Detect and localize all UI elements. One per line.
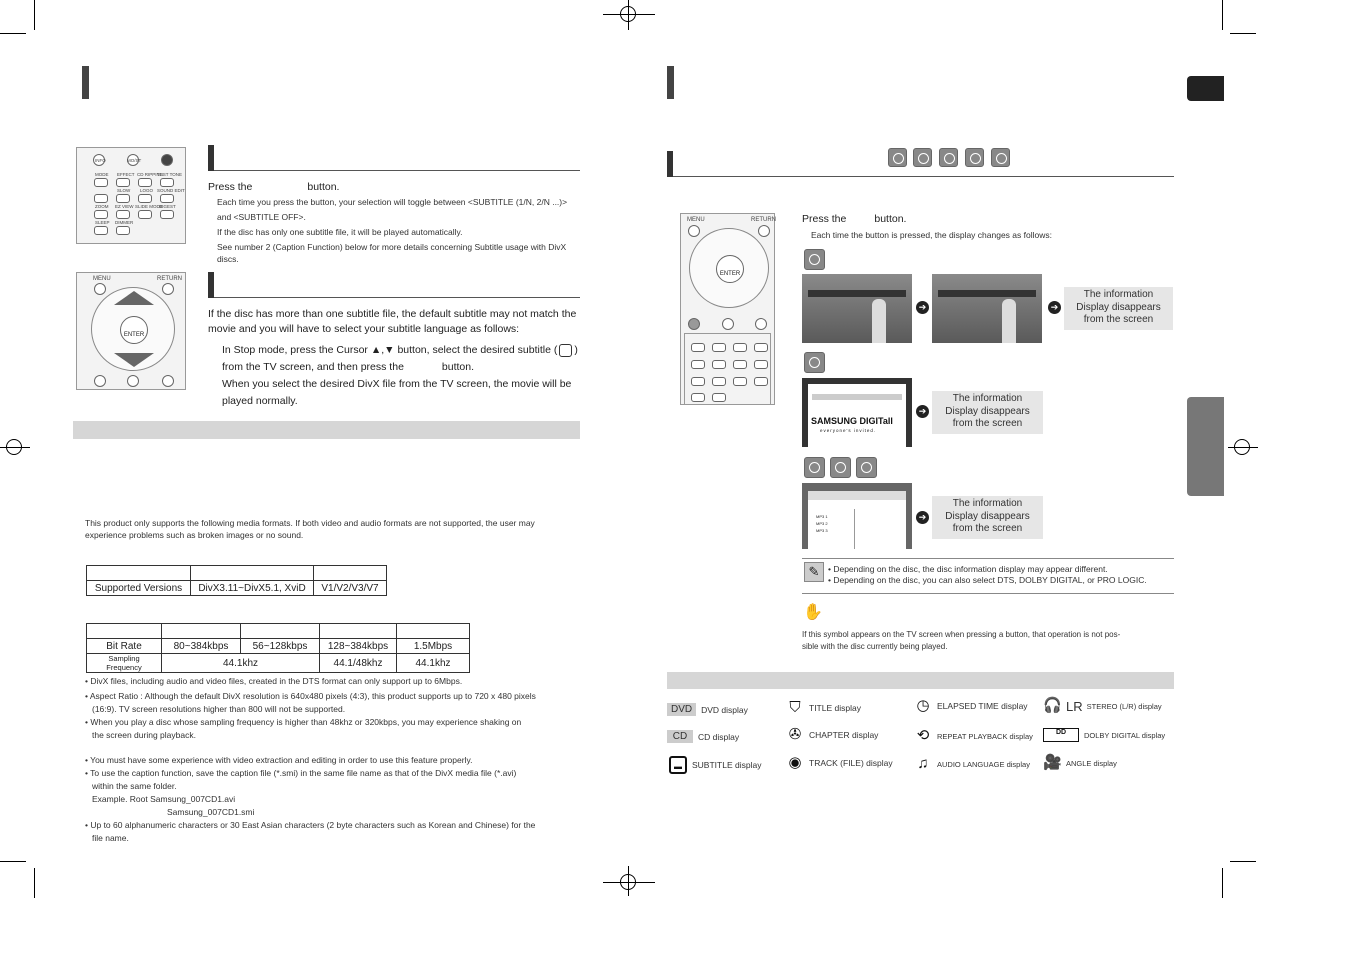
return-button-icon <box>758 225 770 237</box>
title-icon: ⛉ <box>789 699 801 716</box>
digest-button-icon <box>754 377 768 386</box>
return-button-icon <box>162 283 174 295</box>
arrow-icon: ➔ <box>916 511 929 524</box>
step1-details <box>217 195 579 267</box>
subtitle-button-icon <box>755 318 767 330</box>
table-cell: 56~128kbps <box>241 639 320 654</box>
crop-mark <box>1228 447 1258 448</box>
menu-button-icon <box>688 225 700 237</box>
wma-disc-icon <box>830 457 851 478</box>
dolby-digital-icon: DD <box>1043 728 1079 742</box>
legend-elapsed: ◷ ELAPSED TIME display <box>914 697 1028 715</box>
button-panel <box>684 333 771 405</box>
mo-st-label: MO/ST <box>127 158 142 163</box>
info-label: INFO <box>95 158 106 163</box>
remote-illustration-info <box>680 213 775 405</box>
mo-st-button-icon <box>722 318 734 330</box>
osd-bar <box>808 491 906 500</box>
crop-mark <box>0 861 26 862</box>
divx-notes-2: • You must have some experience with video extraction and editing in order to use this feature properly. • To use the caption function, save the caption file (*.smi) in the same file name as that of the DivX media file (*.avi) within the same folder. Example. Root Samsung_007CD1.avi Samsung_007CD1.smi • Up to 60 alphanumeric characters or 30 East Asian characters (2 byte characters such as Korean and Chinese) for the file name. <box>85 755 536 843</box>
cursor-pad-icon <box>689 228 769 308</box>
table-row <box>87 581 387 596</box>
dimmer-label: DIMMER <box>115 220 134 225</box>
table-cell: Sampling Frequency <box>87 654 162 673</box>
enter-button-icon: ENTER <box>716 255 744 283</box>
screen-inner <box>808 491 906 549</box>
digest-button-icon <box>160 210 174 219</box>
step2-intro: If the disc has more than one subtitle file, the default subtitle may not match the movie and you will have to select your subtitle language as follows: <box>208 308 577 335</box>
legend-repeat: ⟲ REPEAT PLAYBACK display <box>914 727 1033 745</box>
arrow-icon: ➔ <box>916 405 929 418</box>
logo-button-icon <box>733 360 747 369</box>
return-label: RETURN <box>751 217 776 223</box>
crop-mark <box>628 866 629 896</box>
section-band-legend <box>667 672 1174 689</box>
logo-label: LOGO <box>140 188 154 193</box>
page-title-bar-right <box>667 66 674 99</box>
file-item: MP3 3 <box>816 528 828 533</box>
crop-mark <box>603 882 655 883</box>
symbol-note: If this symbol appears on the TV screen when pressing a button, that operation is not pos- sible with the disc currently being played. <box>802 630 1121 651</box>
section-heading-step1 <box>208 145 580 171</box>
cd-ripping-button-icon <box>733 343 747 352</box>
dimmer-button-icon <box>712 393 726 402</box>
ez-view-button-icon <box>712 377 726 386</box>
osd-bar <box>812 394 902 400</box>
test-tone-button-icon <box>754 343 768 352</box>
table-cell: Supported Versions <box>87 581 191 596</box>
remote-illustration-top <box>76 147 186 244</box>
table-row <box>87 654 470 673</box>
up-arrow-icon <box>114 291 154 305</box>
crop-mark <box>1222 0 1223 30</box>
table-cell: Bit Rate <box>87 639 162 654</box>
mode-button-icon <box>691 343 705 352</box>
crop-mark <box>1230 33 1256 34</box>
file-list-panel <box>854 509 900 549</box>
zoom-button-icon <box>94 210 108 219</box>
section-heading-step2 <box>208 272 580 298</box>
dimmer-button-icon <box>116 226 130 235</box>
mode-label: MODE <box>95 172 109 177</box>
subtitle-icon: ▬ <box>669 756 687 774</box>
cd-disc-icon <box>804 352 825 373</box>
info-disappears-box-1: The information Display disappears from the screen <box>1064 287 1173 330</box>
zoom-button-icon <box>691 377 705 386</box>
table-cell: 80~384kbps <box>162 639 241 654</box>
info-disappears-box-2: The information Display disappears from the screen <box>932 391 1043 434</box>
table-cell: V1/V2/V3/V7 <box>314 581 387 596</box>
down-arrow-icon <box>114 353 154 367</box>
slide-mode-label: SLIDE MODE <box>135 204 163 209</box>
sound-edit-label: SOUND EDIT <box>157 188 185 193</box>
mode-button-icon <box>94 178 108 187</box>
info-button-icon <box>94 375 106 387</box>
zoom-label: ZOOM <box>95 204 109 209</box>
audio-format-table <box>86 623 470 673</box>
crop-mark <box>0 33 26 34</box>
logo-button-icon <box>138 194 152 203</box>
table-row <box>87 639 470 654</box>
sound-edit-button-icon <box>754 360 768 369</box>
p-scan-button-icon <box>94 194 108 203</box>
jpeg-disc-icon <box>991 148 1010 167</box>
step1-line: Each time you press the button, your selection will toggle between <SUBTITLE (1/N, 2/N ...)> <box>217 197 568 207</box>
file-item: MP3 1 <box>816 514 828 519</box>
table-cell: 44.1/48khz <box>320 654 397 673</box>
info-press-text: Press the button. <box>802 213 907 225</box>
crop-mark <box>34 868 35 898</box>
legend-audio: ♫ AUDIO LANGUAGE display <box>914 755 1030 773</box>
sleep-button-icon <box>691 393 705 402</box>
track-icon: ◉ <box>788 754 802 771</box>
note-line: • Depending on the disc, the disc information display may appear different. <box>828 564 1108 574</box>
sleep-button-icon <box>94 226 108 235</box>
effect-button-icon <box>712 343 726 352</box>
file-item: MP3 2 <box>816 521 828 526</box>
cd-tag: CD <box>667 730 693 743</box>
slide-mode-button-icon <box>138 210 152 219</box>
tv-screen-cd <box>802 378 912 447</box>
dvd-disc-icon <box>804 249 825 270</box>
remote-illustration-dpad <box>76 272 186 390</box>
subtitle-icon <box>559 344 572 357</box>
test-tone-label: TEST TONE <box>157 172 183 177</box>
legend-dolby: DD DOLBY DIGITAL display <box>1043 728 1165 742</box>
slow-button-icon <box>712 360 726 369</box>
note-box <box>802 558 1174 594</box>
table-cell: 128~384kbps <box>320 639 397 654</box>
slow-button-icon <box>116 194 130 203</box>
section-band-divx <box>73 421 580 439</box>
enter-button-icon: ENTER <box>120 316 148 344</box>
info-disappears-box-3: The information Display disappears from the screen <box>932 496 1043 539</box>
legend-stereo: 🎧 LR STEREO (L/R) display <box>1043 697 1162 714</box>
step1-line: and <SUBTITLE OFF>. <box>217 212 306 222</box>
formats-intro: This product only supports the following media formats. If both video and audio formats are not supported, the user may experience problems such as broken images or no sound. <box>85 518 535 540</box>
legend-angle: 🎥 ANGLE display <box>1043 754 1117 771</box>
legend-title: ⛉ TITLE display <box>786 699 861 717</box>
camera-angle-icon: 🎥 <box>1043 754 1062 771</box>
slow-label: SLOW <box>117 188 131 193</box>
legend-subtitle: ▬ SUBTITLE display <box>669 756 761 774</box>
headphone-icon: 🎧 <box>1043 697 1062 714</box>
sound-edit-button-icon <box>160 194 174 203</box>
crop-mark <box>1230 861 1256 862</box>
p-scan-button-icon <box>691 360 705 369</box>
step1-press-text: Press the button. <box>208 181 340 193</box>
table-cell: DivX3.11~DivX5.1, XviD <box>191 581 314 596</box>
divx-notes-1: • DivX files, including audio and video files, created in the DTS format can only support up to 6Mbps. • Aspect Ratio : Although the default DivX resolution is 640x480 pixels (4:3), this product supports up to 720 x 480 pixels (16:9). TV screen resolutions higher than 800 will not be supported. • When you play a disc whose sampling frequency is higher than 48khz or 320kbps, you may experience shaking on the screen during playback. <box>85 676 536 740</box>
lr-tag: LR <box>1066 698 1083 714</box>
effect-label: EFFECT <box>117 172 135 177</box>
legend-cd: CD CD display <box>667 730 739 743</box>
vcd-disc-icon <box>913 148 932 167</box>
table-cell: 44.1khz <box>162 654 320 673</box>
test-tone-button-icon <box>160 178 174 187</box>
menu-label: MENU <box>687 217 705 223</box>
cactus-image <box>1002 299 1016 343</box>
step1-line: If the disc has only one subtitle file, it will be played automatically. <box>217 227 463 237</box>
dvd-tag: DVD <box>667 703 696 716</box>
video-format-table <box>86 565 387 596</box>
subtitle-button-icon <box>161 154 173 166</box>
ez-view-button-icon <box>116 210 130 219</box>
menu-button-icon <box>94 283 106 295</box>
tv-screen-dvd-1 <box>802 274 912 343</box>
tv-screen-mp3 <box>802 483 912 549</box>
screen-inner <box>808 384 906 447</box>
cd-disc-icon <box>939 148 958 167</box>
page-title-bar-left <box>82 66 89 99</box>
info-button-icon <box>688 318 700 330</box>
pencil-icon: ✎ <box>804 562 824 582</box>
info-each-text: Each time the button is pressed, the display changes as follows: <box>811 230 1052 240</box>
effect-button-icon <box>116 178 130 187</box>
mo-st-button-icon <box>127 375 139 387</box>
table-cell: 44.1khz <box>397 654 470 673</box>
step2-steps: In Stop mode, press the Cursor ▲,▼ button, select the desired subtitle ( ) from the TV screen, and then press the button. When you select the desired DivX file from the TV screen, the movie will be played normally. <box>222 344 578 407</box>
samsung-logo-text: SAMSUNG DIGITall <box>811 416 893 426</box>
crop-mark <box>0 447 30 448</box>
osd-bar <box>938 290 1036 297</box>
legend-track: ◉ TRACK (FILE) display <box>786 754 893 772</box>
dvd-disc-icon <box>888 148 907 167</box>
osd-bar <box>808 290 906 297</box>
samsung-tagline: everyone's invited. <box>820 428 877 433</box>
digest-label: DIGEST <box>159 204 176 209</box>
return-label: RETURN <box>157 276 182 282</box>
audio-language-icon: ♫ <box>917 755 929 772</box>
cd-ripping-label: CD RIPPING <box>137 172 164 177</box>
cactus-image <box>872 299 886 343</box>
sleep-label: SLEEP <box>95 220 110 225</box>
subtitle-button-icon <box>162 375 174 387</box>
arrow-icon: ➔ <box>916 301 929 314</box>
crop-mark <box>1222 868 1223 898</box>
mp3-disc-icon <box>804 457 825 478</box>
chapter-icon: ✇ <box>788 726 802 743</box>
slide-mode-button-icon <box>733 377 747 386</box>
repeat-icon: ⟲ <box>916 727 930 744</box>
legend-dvd: DVD DVD display <box>667 703 748 716</box>
cursor-pad-icon <box>91 287 175 371</box>
table-header-row <box>87 566 387 581</box>
arrow-icon: ➔ <box>1048 301 1061 314</box>
step1-line: See number 2 (Caption Function) below for more details concerning Subtitle usage with DivX <box>217 242 567 252</box>
legend-chapter: ✇ CHAPTER display <box>786 726 878 744</box>
table-cell: 1.5Mbps <box>397 639 470 654</box>
menu-label: MENU <box>93 276 111 282</box>
crop-mark <box>603 14 655 15</box>
crop-mark <box>628 0 629 30</box>
jpeg-disc-icon <box>856 457 877 478</box>
step1-line: discs. <box>217 254 239 264</box>
language-tab <box>1187 76 1224 101</box>
elapsed-time-icon: ◷ <box>916 697 930 714</box>
mp3-disc-icon <box>965 148 984 167</box>
hand-icon: ✋ <box>803 604 823 621</box>
ez-view-label: EZ VIEW <box>115 204 134 209</box>
cd-ripping-button-icon <box>138 178 152 187</box>
tv-screen-dvd-2 <box>932 274 1042 343</box>
crop-mark <box>34 0 35 30</box>
chapter-side-tab <box>1187 397 1224 496</box>
note-line: • Depending on the disc, you can also select DTS, DOLBY DIGITAL, or PRO LOGIC. <box>828 575 1147 585</box>
table-header-row <box>87 624 470 639</box>
